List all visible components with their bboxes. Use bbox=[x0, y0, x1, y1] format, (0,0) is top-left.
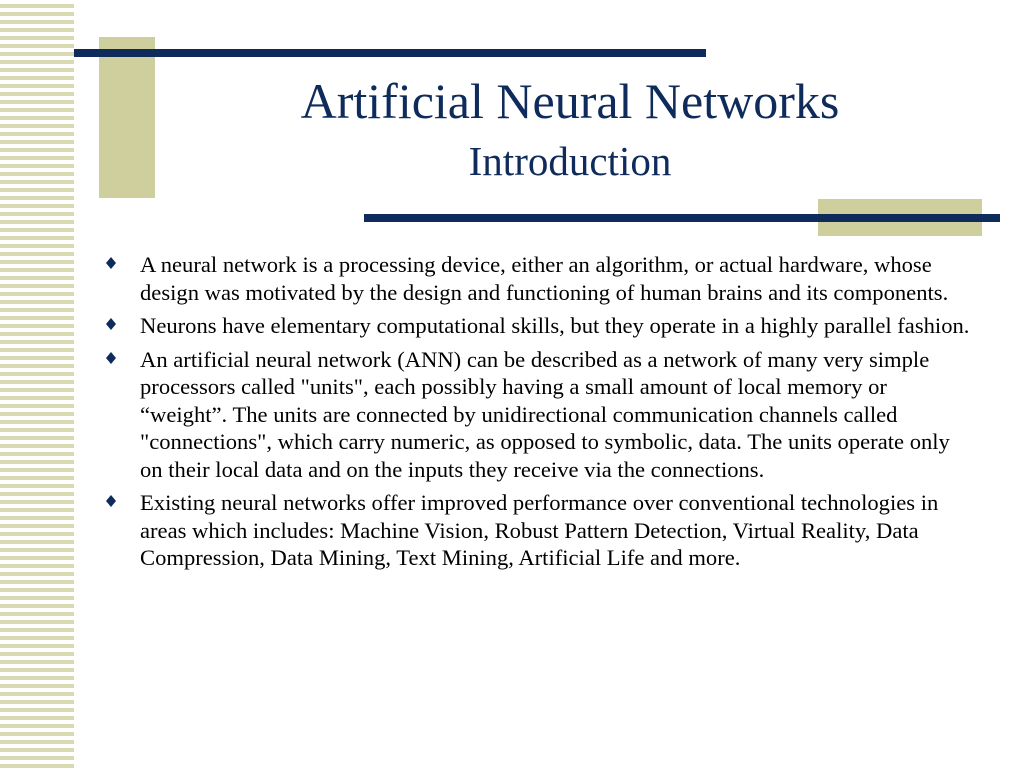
bullet-text: A neural network is a processing device, either an algorithm, or actual hardware, whose design was motivated by the design and functioning of human brains and its components. bbox=[140, 252, 949, 305]
decorative-block-left bbox=[99, 37, 155, 198]
decorative-rule-bottom bbox=[364, 214, 1000, 222]
diamond-bullet-icon bbox=[104, 493, 118, 511]
slide-title: Artificial Neural Networks bbox=[300, 73, 840, 129]
bullet-item bbox=[104, 251, 974, 306]
diamond-bullet-icon bbox=[104, 316, 118, 334]
decorative-rule-top bbox=[74, 49, 706, 57]
bullet-text: Neurons have elementary computational skills, but they operate in a highly parallel fashion. bbox=[140, 313, 970, 338]
bullet-text: Existing neural networks offer improved performance over conventional technologies in areas which includes: Machine Vision, Robust Pattern Detection, Virtual Reality, Data Compression, Data Mining, Text Mining, Artificial Life and more. bbox=[140, 490, 939, 570]
bullet-item bbox=[104, 312, 974, 340]
bullet-text: An artificial neural network (ANN) can be described as a network of many very simple processors called "units", each possibly having a small amount of local memory or “weight”. The units are connected by unidirectional communication channels called "connections", which carry numeric, as opposed to symbolic, data. The units operate only on their local data and on the inputs they receive via the connections. bbox=[140, 346, 950, 482]
bullet-item bbox=[104, 489, 974, 572]
diamond-bullet-icon bbox=[104, 350, 118, 368]
slide-subtitle: Introduction bbox=[468, 138, 672, 184]
decorative-stripe-pattern bbox=[0, 0, 74, 768]
bullet-item bbox=[104, 346, 974, 484]
diamond-bullet-icon bbox=[104, 255, 118, 273]
bullet-list bbox=[104, 251, 974, 578]
